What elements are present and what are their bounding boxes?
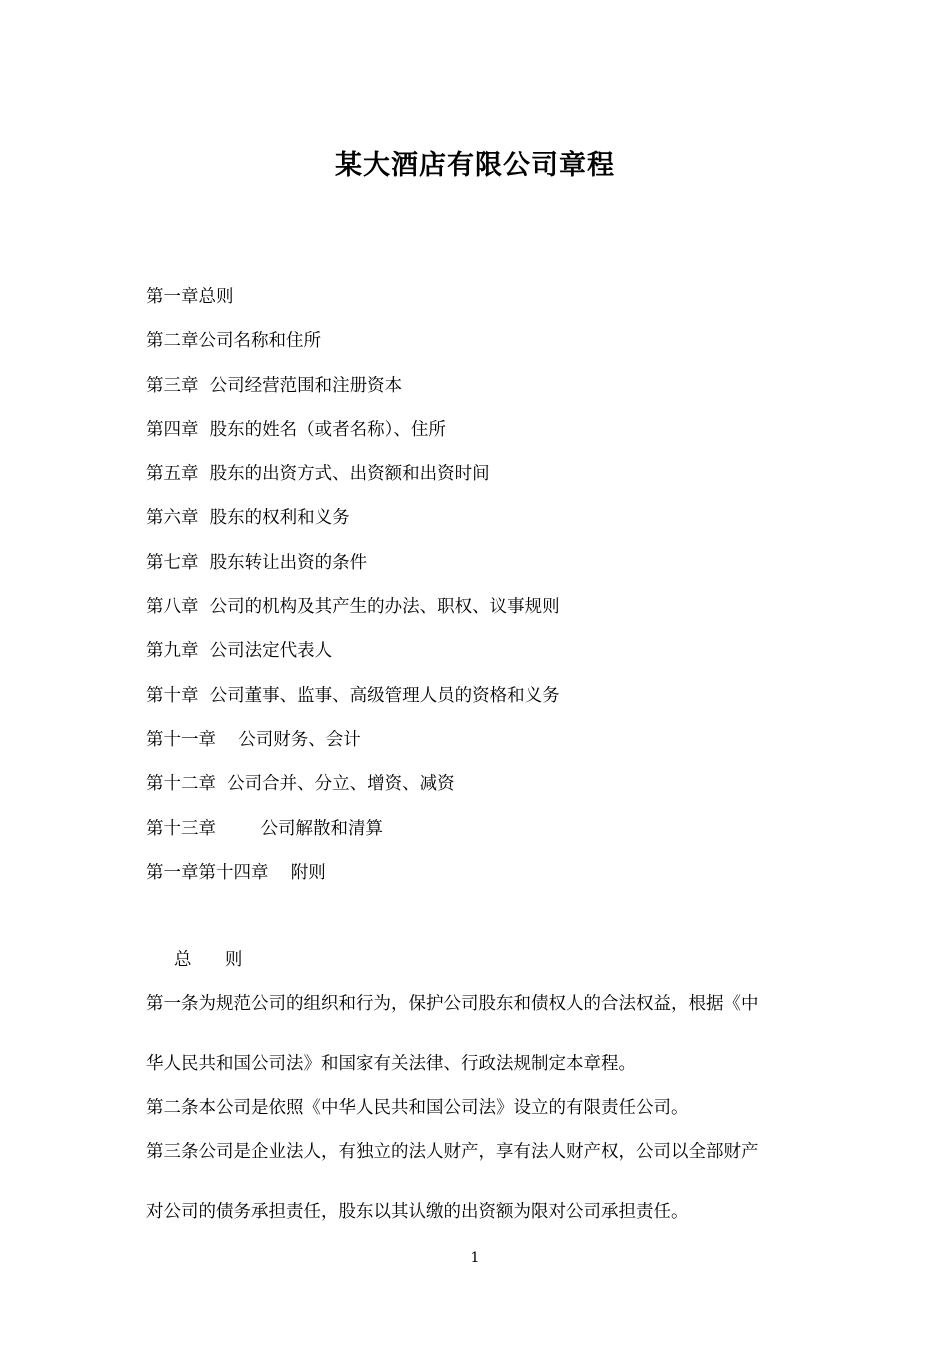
toc-item: 第十二章 公司合并、分立、增资、减资 xyxy=(146,774,455,795)
toc-item: 第八章 公司的机构及其产生的办法、职权、议事规则 xyxy=(146,597,560,618)
toc-item: 第六章 股东的权利和义务 xyxy=(146,508,350,529)
document-title: 某大酒店有限公司章程 xyxy=(335,150,615,181)
toc-item: 第十章 公司董事、监事、高级管理人员的资格和义务 xyxy=(146,685,560,706)
article-3-line-2: 对公司的债务承担责任，股东以其认缴的出资额为限对公司承担责任。 xyxy=(146,1202,689,1222)
article-3-line-1: 第三条公司是企业法人，有独立的法人财产，享有法人财产权，公司以全部财产 xyxy=(146,1142,759,1162)
toc-item: 第三章 公司经营范围和注册资本 xyxy=(146,375,403,396)
toc-item: 第七章 股东转让出资的条件 xyxy=(146,552,368,573)
page-number: 1 xyxy=(470,1250,480,1266)
article-3 xyxy=(146,1138,811,1242)
toc-item: 第一章总则 xyxy=(146,287,234,307)
toc-item: 第十三章 公司解散和清算 xyxy=(146,818,384,839)
article-1-line-2: 华人民共和国公司法》和国家有关法律、行政法规制定本章程。 xyxy=(146,1054,636,1074)
toc-item: 第九章 公司法定代表人 xyxy=(146,641,333,662)
table-of-contents xyxy=(146,283,560,903)
toc-item: 第四章 股东的姓名（或者名称）、住所 xyxy=(146,419,446,440)
toc-item: 第五章 股东的出资方式、出资额和出资时间 xyxy=(146,464,490,485)
section-heading: 总 则 xyxy=(174,950,243,970)
toc-item: 第十一章 公司财务、会计 xyxy=(146,729,361,750)
article-1 xyxy=(146,990,811,1094)
article-2 xyxy=(146,1094,811,1138)
toc-item: 第二章公司名称和住所 xyxy=(146,331,321,352)
article-1-line-1: 第一条为规范公司的组织和行为，保护公司股东和债权人的合法权益，根据《中 xyxy=(146,994,759,1014)
article-2-line-1: 第二条本公司是依照《中华人民共和国公司法》设立的有限责任公司。 xyxy=(146,1098,689,1118)
toc-item: 第一章第十四章 附则 xyxy=(146,862,326,883)
body-text xyxy=(146,990,811,1242)
